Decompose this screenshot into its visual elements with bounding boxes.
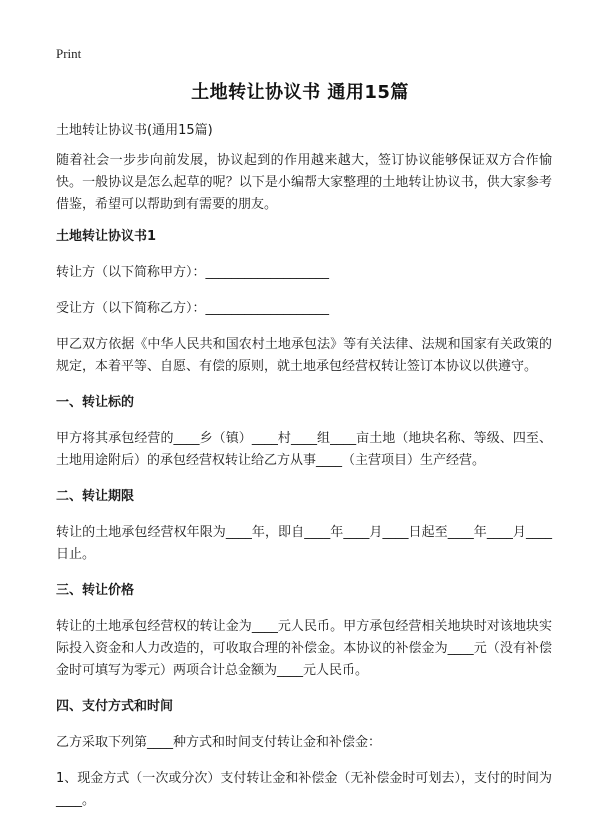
section-text-subject: 甲方将其承包经营的____乡（镇）____村____组____亩土地（地块名称、等级、四至、土地用途附后）的承包经营权转让给乙方从事____（主营项目）生产经营。 xyxy=(56,431,552,468)
preamble-paragraph: 甲乙双方依据《中华人民共和国农村土地承包法》等有关法律、法规和国家有关政策的规定，本着平等、自愿、有偿的原则，就土地承包经营权转让签订本协议以供遵守。 xyxy=(56,337,552,374)
document-title: 土地转让协议书 通用15篇 xyxy=(191,82,409,103)
section-heading-subject: 一、转让标的 xyxy=(56,395,135,410)
document-body xyxy=(56,120,552,826)
print-link[interactable]: Print xyxy=(56,46,82,61)
section-heading-payment: 四、支付方式和时间 xyxy=(56,699,174,714)
section-text-term: 转让的土地承包经营权年限为____年，即自____年____月____日起至____年____月____日止。 xyxy=(56,525,552,562)
payment-item-1: 1、现金方式（一次或分次）支付转让金和补偿金（无补偿金时可划去），支付的时间为____。 xyxy=(56,771,552,808)
agreement-heading: 土地转让协议书1 xyxy=(56,229,157,244)
document-subtitle: 土地转让协议书(通用15篇) xyxy=(56,123,213,138)
party-b-line: 受让方（以下简称乙方）：___________________ xyxy=(56,301,330,316)
section-text-payment: 乙方采取下列第____种方式和时间支付转让金和补偿金： xyxy=(56,735,382,750)
intro-paragraph: 随着社会一步步向前发展，协议起到的作用越来越大，签订协议能够保证双方合作愉快。一般协议是怎么起草的呢？以下是小编帮大家整理的土地转让协议书，供大家参考借鉴，希望可以帮助到有需要的朋友。 xyxy=(56,153,552,212)
party-a-line: 转让方（以下简称甲方）：___________________ xyxy=(56,265,330,280)
section-heading-term: 二、转让期限 xyxy=(56,489,135,504)
section-heading-price: 三、转让价格 xyxy=(56,583,135,598)
section-text-price: 转让的土地承包经营权的转让金为____元人民币。甲方承包经营相关地块时对该地块实际投入资金和人力改造的，可收取合理的补偿金。本协议的补偿金为____元（没有补偿金时可填写为零元）两项合计总金额为____元人民币。 xyxy=(56,619,552,678)
